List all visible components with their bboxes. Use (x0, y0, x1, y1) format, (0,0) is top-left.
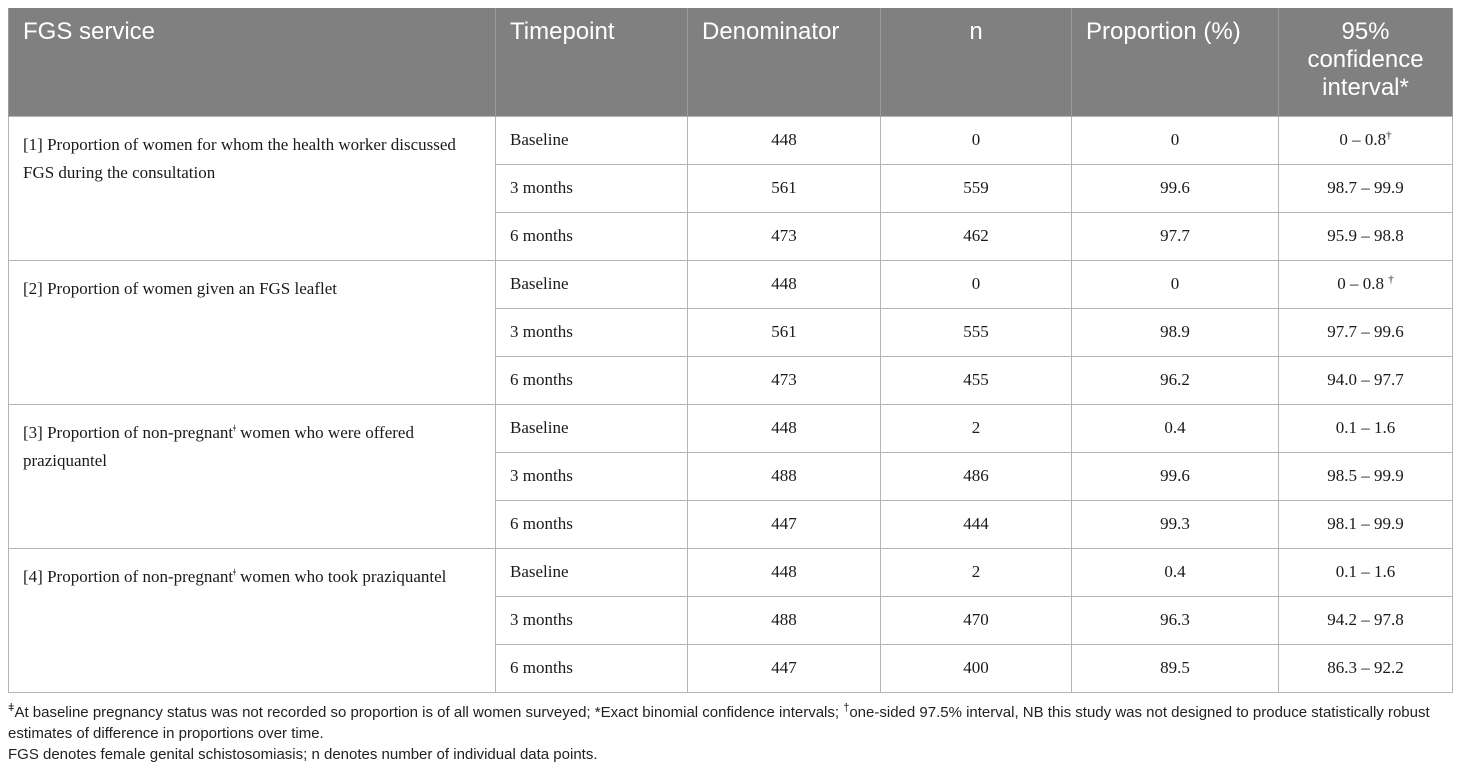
footnote-1 (8, 702, 1452, 744)
service-label-start: [3] Proportion of non-pregnant (23, 422, 234, 442)
service-cell (9, 404, 496, 548)
table-header (9, 8, 1453, 116)
n-cell: 2 (881, 548, 1072, 596)
n-cell: 2 (881, 404, 1072, 452)
timepoint-cell: Baseline (496, 404, 688, 452)
proportion-cell: 99.6 (1072, 164, 1279, 212)
header-proportion: Proportion (%) (1072, 8, 1279, 116)
ci-cell: 95.9 – 98.8 (1279, 212, 1453, 260)
denominator-cell: 488 (688, 596, 881, 644)
double-dagger-mark: ǂ (233, 421, 236, 434)
table-row (9, 404, 1453, 452)
table-row (9, 548, 1453, 596)
denominator-cell: 448 (688, 548, 881, 596)
timepoint-cell: 3 months (496, 164, 688, 212)
service-label-end: women who were offered praziquantel (23, 422, 414, 470)
timepoint-cell: Baseline (496, 116, 688, 164)
proportion-cell: 0 (1072, 116, 1279, 164)
ci-cell: 98.5 – 99.9 (1279, 452, 1453, 500)
footnote-text-1: At baseline pregnancy status was not recorded so proportion is of all women surveyed; *Exact binomial confidence intervals; (14, 704, 844, 721)
dagger-mark: † (1386, 129, 1392, 142)
timepoint-cell: 3 months (496, 596, 688, 644)
table-footnotes (8, 702, 1452, 765)
service-label-start: [4] Proportion of non-pregnant (23, 566, 234, 586)
proportion-cell: 98.9 (1072, 308, 1279, 356)
dagger-mark: † (843, 702, 850, 714)
denominator-cell: 448 (688, 116, 881, 164)
header-row (9, 8, 1453, 116)
service-cell (9, 548, 496, 692)
proportion-cell: 0.4 (1072, 404, 1279, 452)
denominator-cell: 488 (688, 452, 881, 500)
denominator-cell: 447 (688, 500, 881, 548)
timepoint-cell: 6 months (496, 644, 688, 692)
ci-cell: 94.0 – 97.7 (1279, 356, 1453, 404)
n-cell: 470 (881, 596, 1072, 644)
service-label: [1] Proportion of women for whom the health worker discussed FGS during the consultation (23, 134, 456, 182)
timepoint-cell: 3 months (496, 452, 688, 500)
header-n: n (881, 8, 1072, 116)
timepoint-cell: Baseline (496, 260, 688, 308)
n-cell: 559 (881, 164, 1072, 212)
service-cell (9, 116, 496, 260)
ci-cell: 98.1 – 99.9 (1279, 500, 1453, 548)
header-timepoint: Timepoint (496, 8, 688, 116)
denominator-cell: 448 (688, 404, 881, 452)
service-cell (9, 260, 496, 404)
denominator-cell: 473 (688, 356, 881, 404)
proportion-cell: 97.7 (1072, 212, 1279, 260)
n-cell: 455 (881, 356, 1072, 404)
timepoint-cell: 6 months (496, 356, 688, 404)
ci-value: 0 – 0.8 (1339, 130, 1387, 149)
timepoint-cell: 3 months (496, 308, 688, 356)
double-dagger-mark: ǂ (8, 702, 15, 714)
table-row (9, 116, 1453, 164)
n-cell: 0 (881, 260, 1072, 308)
n-cell: 486 (881, 452, 1072, 500)
proportion-cell: 96.2 (1072, 356, 1279, 404)
proportion-cell: 96.3 (1072, 596, 1279, 644)
service-label: [2] Proportion of women given an FGS leaflet (23, 278, 337, 298)
ci-cell: 94.2 – 97.8 (1279, 596, 1453, 644)
denominator-cell: 561 (688, 308, 881, 356)
ci-cell: 97.7 – 99.6 (1279, 308, 1453, 356)
footnote-2: FGS denotes female genital schistosomiasis; n denotes number of individual data points. (8, 746, 598, 763)
denominator-cell: 447 (688, 644, 881, 692)
n-cell: 444 (881, 500, 1072, 548)
ci-cell: 0.1 – 1.6 (1279, 548, 1453, 596)
ci-value: 0 – 0.8 (1337, 274, 1389, 293)
fgs-service-table (8, 8, 1453, 693)
service-label-end: women who took praziquantel (235, 566, 447, 586)
n-cell: 462 (881, 212, 1072, 260)
denominator-cell: 561 (688, 164, 881, 212)
header-confidence-interval: 95% confidence interval* (1279, 8, 1453, 116)
proportion-cell: 89.5 (1072, 644, 1279, 692)
n-cell: 0 (881, 116, 1072, 164)
timepoint-cell: Baseline (496, 548, 688, 596)
denominator-cell: 448 (688, 260, 881, 308)
ci-cell: 98.7 – 99.9 (1279, 164, 1453, 212)
denominator-cell: 473 (688, 212, 881, 260)
timepoint-cell: 6 months (496, 212, 688, 260)
footnote-text-2: one-sided 97.5% interval, NB this study was not designed to produce statistically robust estimates of difference in proportions over time. (8, 704, 1430, 742)
ci-cell (1279, 116, 1453, 164)
timepoint-cell: 6 months (496, 500, 688, 548)
proportion-cell: 0.4 (1072, 548, 1279, 596)
header-denominator: Denominator (688, 8, 881, 116)
results-table-container (8, 8, 1452, 693)
n-cell: 400 (881, 644, 1072, 692)
ci-cell: 0.1 – 1.6 (1279, 404, 1453, 452)
proportion-cell: 99.6 (1072, 452, 1279, 500)
ci-cell: 86.3 – 92.2 (1279, 644, 1453, 692)
ci-cell (1279, 260, 1453, 308)
dagger-mark: † (1388, 273, 1394, 286)
double-dagger-mark: ǂ (233, 565, 236, 578)
proportion-cell: 0 (1072, 260, 1279, 308)
n-cell: 555 (881, 308, 1072, 356)
table-body (9, 116, 1453, 692)
proportion-cell: 99.3 (1072, 500, 1279, 548)
table-row (9, 260, 1453, 308)
header-fgs-service: FGS service (9, 8, 496, 116)
